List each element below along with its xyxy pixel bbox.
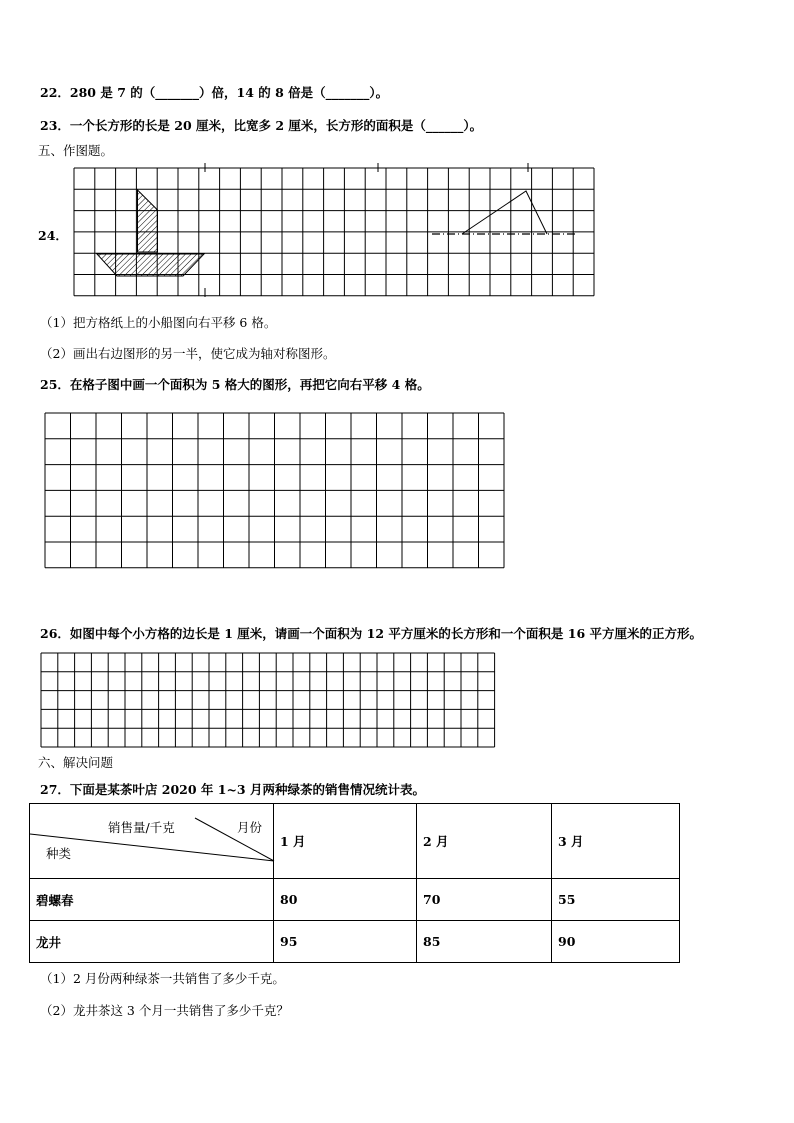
q24-sub1: （1）把方格纸上的小船图向右平移 6 格。 [40,315,277,330]
boat-sail [138,190,158,252]
q26-grid [40,652,496,748]
month-cell: 3 月 [552,804,680,879]
question-27: 27．下面是某茶叶店 2020 年 1~3 月两种绿茶的销售情况统计表。 [40,782,425,797]
table-header-corner [30,804,274,879]
header-sales: 销售量/千克 [108,820,175,835]
value-cell: 90 [552,921,680,963]
value-cell: 85 [417,921,552,963]
value-cell: 80 [274,879,417,921]
value-cell: 70 [417,879,552,921]
boat-hull [97,254,204,276]
q25-grid [44,412,506,568]
q27-sub2: （2）龙井茶这 3 个月一共销售了多少千克？ [40,1003,289,1018]
header-kind: 种类 [46,846,72,861]
row-name: 碧螺春 [30,879,274,921]
sales-table [29,803,680,963]
half-figure [462,191,547,234]
question-26: 26．如图中每个小方格的边长是 1 厘米，请画一个面积为 12 平方厘米的长方形和一个面积是 16 平方厘米的正方形。 [40,626,702,641]
row-name: 龙井 [30,921,274,963]
question-23: 23．一个长方形的长是 20 厘米，比宽多 2 厘米，长方形的面积是（______）。 [40,118,483,133]
q24-sub2: （2）画出右边图形的另一半，使它成为轴对称图形。 [40,346,336,361]
month-cell: 1 月 [274,804,417,879]
q27-sub1: （1）2 月份两种绿茶一共销售了多少千克。 [40,971,285,986]
question-24-label: 24． [38,228,68,243]
value-cell: 95 [274,921,417,963]
section-6-heading: 六、解决问题 [38,755,114,770]
q24-grid-figure [70,160,600,302]
question-22: 22．280 是 7 的（_______）倍，14 的 8 倍是（_______）。 [40,85,389,100]
section-5-heading: 五、作图题。 [38,143,114,158]
month-cell: 2 月 [417,804,552,879]
question-25: 25．在格子图中画一个面积为 5 格大的图形，再把它向右平移 4 格。 [40,377,430,392]
value-cell: 55 [552,879,680,921]
header-month: 月份 [237,820,263,835]
